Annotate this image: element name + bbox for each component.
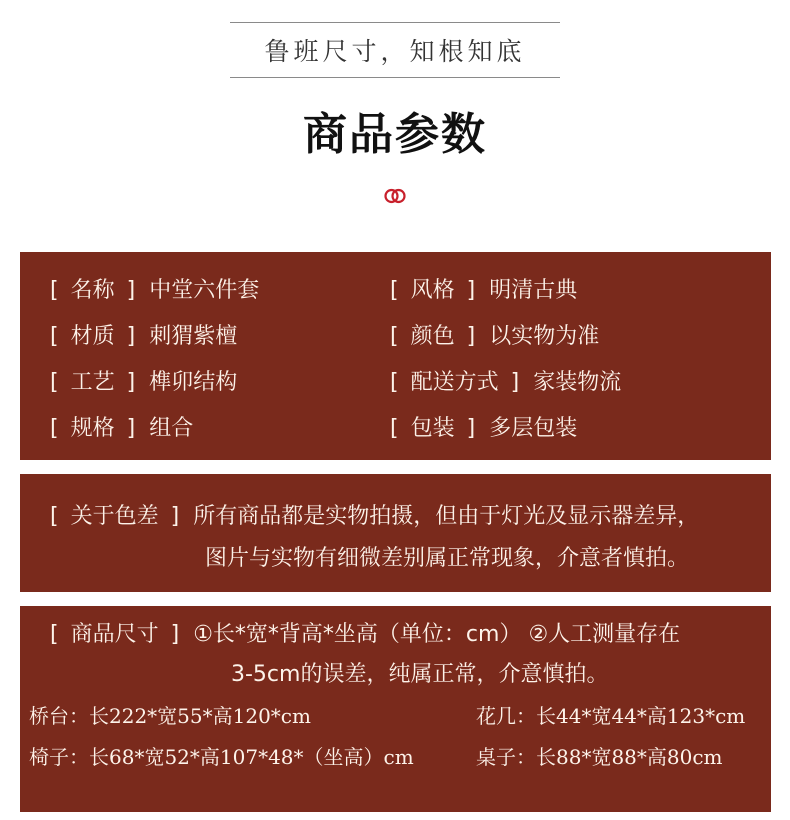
size-item: 花几：长44*宽44*高123*cm [476, 704, 746, 728]
color-note-label: 关于色差 [70, 504, 159, 529]
subtitle: 鲁班尺寸，知根知底 [264, 37, 526, 66]
spec-label: 风格 [410, 278, 455, 303]
size-note-text-1: ①长*宽*背高*坐高（单位：cm） ②人工测量存在 [193, 622, 681, 647]
size-note-line-1: [ 商品尺寸 ] ①长*宽*背高*坐高（单位：cm） ②人工测量存在 [50, 622, 681, 647]
spec-label: 颜色 [410, 324, 455, 349]
spec-row: [ 规格 ] 组合 [50, 416, 194, 441]
spec-row: [ 配送方式 ] 家装物流 [390, 370, 622, 395]
spec-label: 配送方式 [410, 370, 499, 395]
size-item: 椅子：长68*宽52*高107*48*（坐高）cm [29, 745, 414, 769]
color-note-text-2: 图片与实物有细微差别属正常现象，介意者慎拍。 [205, 546, 690, 571]
size-panel [20, 606, 771, 812]
color-note-panel [20, 474, 771, 592]
spec-panel [20, 252, 771, 460]
spec-row: [ 颜色 ] 以实物为准 [390, 324, 600, 349]
color-note-line-1: [ 关于色差 ] 所有商品都是实物拍摄，但由于灯光及显示器差异， [50, 504, 700, 529]
spec-row: [ 材质 ] 刺猬紫檀 [50, 324, 238, 349]
spec-value: 中堂六件套 [149, 278, 260, 303]
spec-value: 以实物为准 [489, 324, 600, 349]
size-note-text-2: 3-5cm的误差，纯属正常，介意慎拍。 [231, 662, 609, 687]
spec-label: 工艺 [70, 370, 115, 395]
spec-value: 多层包装 [489, 416, 578, 441]
spec-value: 明清古典 [489, 278, 578, 303]
spec-row: [ 包装 ] 多层包装 [390, 416, 578, 441]
size-item: 桌子：长88*宽88*高80cm [476, 745, 723, 769]
double-ring-icon [383, 187, 407, 205]
spec-row: [ 名称 ] 中堂六件套 [50, 278, 260, 303]
spec-value: 组合 [149, 416, 194, 441]
spec-row: [ 工艺 ] 榫卯结构 [50, 370, 238, 395]
spec-value: 家装物流 [533, 370, 622, 395]
spec-label: 材质 [70, 324, 115, 349]
spec-label: 名称 [70, 278, 115, 303]
spec-value: 刺猬紫檀 [149, 324, 238, 349]
spec-value: 榫卯结构 [149, 370, 238, 395]
subtitle-frame [230, 22, 560, 78]
page-title: 商品参数 [303, 109, 487, 160]
size-note-label: 商品尺寸 [70, 622, 159, 647]
spec-row: [ 风格 ] 明清古典 [390, 278, 578, 303]
spec-label: 规格 [70, 416, 115, 441]
spec-label: 包装 [410, 416, 455, 441]
size-item: 桥台：长222*宽55*高120*cm [29, 704, 311, 728]
color-note-text-1: 所有商品都是实物拍摄，但由于灯光及显示器差异， [193, 504, 700, 529]
